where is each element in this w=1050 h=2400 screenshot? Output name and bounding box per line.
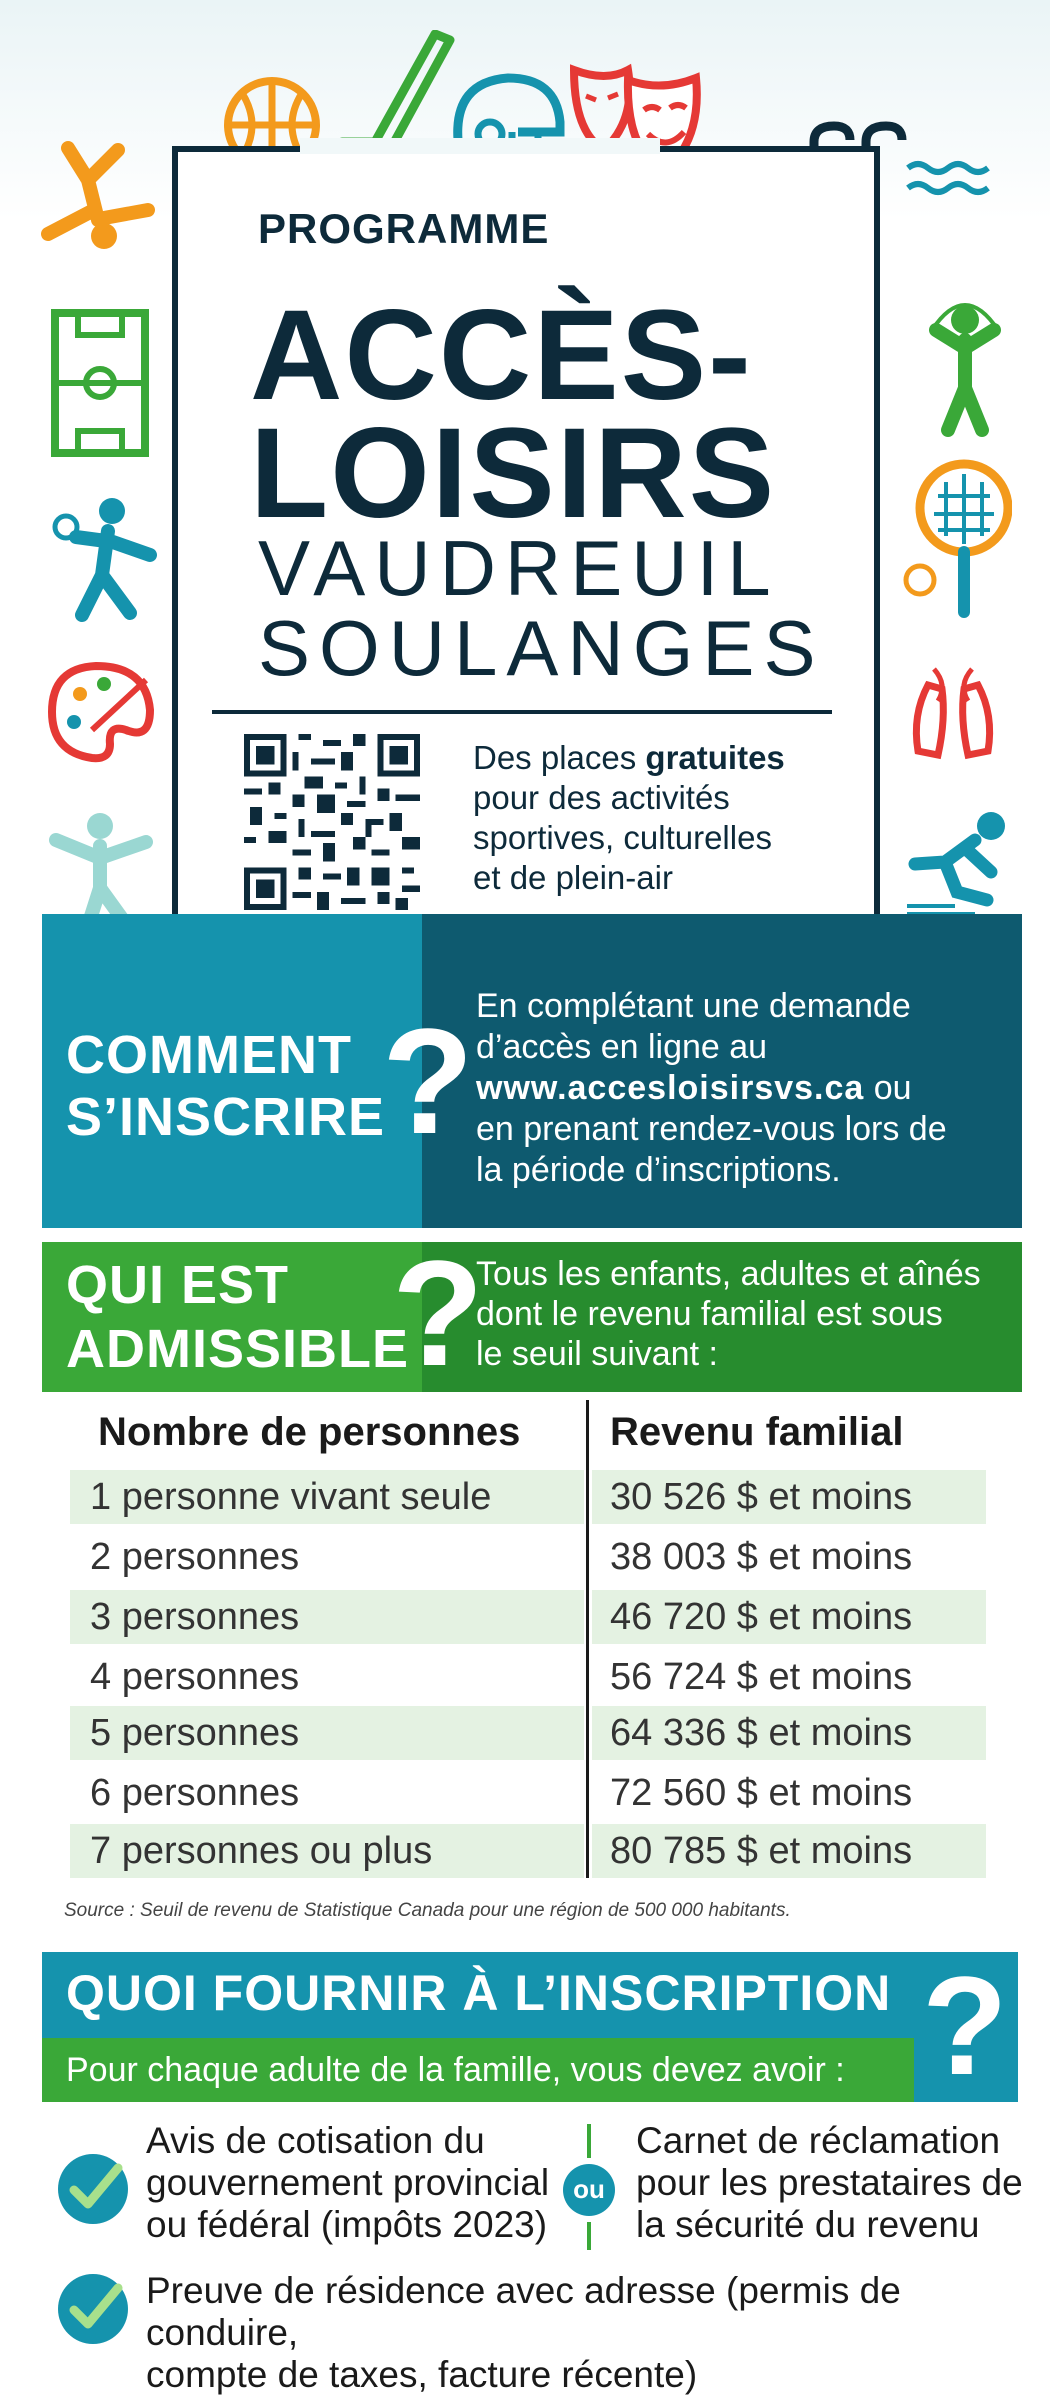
registration-text <box>476 986 1006 1191</box>
eligibility-heading-line1: QUI EST <box>66 1255 290 1315</box>
item1-line1: Avis de cotisation du <box>146 2120 485 2161</box>
item1-line2: gouvernement provincial <box>146 2162 550 2203</box>
soccer-field-icon <box>50 308 150 458</box>
table-source-note: Source : Seuil de revenu de Statistique Canada pour une région de 500 000 habitants. <box>64 1900 791 1921</box>
document-item-proof-of-residence <box>146 2270 1026 2396</box>
frame-gap <box>300 138 660 154</box>
jump-rope-person-icon <box>918 290 1013 440</box>
persons-cell: 5 personnes <box>70 1706 584 1760</box>
persons-cell: 3 personnes <box>70 1590 584 1644</box>
registration-line4: en prenant rendez-vous lors de <box>476 1110 947 1148</box>
paint-palette-icon <box>46 660 156 765</box>
qr-code-icon[interactable] <box>244 734 420 910</box>
documents-band <box>42 1947 1018 2104</box>
programme-label: PROGRAMME <box>258 205 550 252</box>
eligibility-line3: le seuil suivant : <box>476 1335 718 1373</box>
tennis-racket-icon <box>902 452 1012 627</box>
income-cell: 64 336 $ et moins <box>592 1706 986 1760</box>
eligibility-line1: Tous les enfants, adultes et aînés <box>476 1255 981 1293</box>
eligibility-band <box>42 1229 1022 1397</box>
table-row <box>70 1824 986 1878</box>
documents-subheading-panel <box>42 2038 914 2102</box>
income-cell: 72 560 $ et moins <box>610 1772 913 1814</box>
income-cell: 80 785 $ et moins <box>592 1824 986 1878</box>
persons-cell: 2 personnes <box>90 1536 300 1578</box>
or-badge: ou <box>563 2164 615 2216</box>
persons-cell: 4 personnes <box>90 1656 300 1698</box>
persons-cell: 1 personne vivant seule <box>70 1470 584 1524</box>
cartwheel-person-icon <box>38 140 158 280</box>
intro-line3: sportives, culturelles <box>473 819 772 856</box>
registration-url[interactable]: www.accesloisirsvs.ca <box>476 1069 865 1107</box>
registration-line5: la période d’inscriptions. <box>476 1151 841 1189</box>
documents-heading: QUOI FOURNIR À L’INSCRIPTION <box>66 1965 892 2021</box>
eligibility-text <box>476 1254 1016 1374</box>
item2-line3: la sécurité du revenu <box>636 2204 980 2245</box>
table-row <box>70 1470 986 1524</box>
item1-line3: ou fédéral (impôts 2023) <box>146 2204 548 2245</box>
table-header-income: Revenu familial <box>610 1410 904 1454</box>
title-line-2: LOISIRS <box>250 402 777 545</box>
table-row <box>70 1706 986 1760</box>
persons-cell: 6 personnes <box>90 1772 300 1814</box>
income-cell: 38 003 $ et moins <box>610 1536 913 1578</box>
item3-line2: compte de taxes, facture récente) <box>146 2354 698 2395</box>
table-row <box>70 1766 986 1820</box>
checkmark-icon <box>58 2154 128 2224</box>
registration-line3-suffix: ou <box>864 1069 912 1107</box>
table-row <box>70 1530 986 1584</box>
hockey-player-icon <box>895 802 1015 920</box>
income-cell: 46 720 $ et moins <box>592 1590 986 1644</box>
checkmark-icon <box>58 2274 128 2344</box>
eligibility-line2: dont le revenu familial est sous <box>476 1295 943 1333</box>
item2-line2: pour les prestataires de <box>636 2162 1023 2203</box>
or-divider-top <box>587 2124 591 2158</box>
registration-line2: d’accès en ligne au <box>476 1028 768 1066</box>
documents-question-mark: ? <box>922 1947 1008 2104</box>
item2-line1: Carnet de réclamation <box>636 2120 1001 2161</box>
title-divider <box>212 710 832 714</box>
intro-line1-prefix: Des places <box>473 739 646 776</box>
registration-heading-line1: COMMENT <box>66 1025 352 1085</box>
documents-subheading: Pour chaque adulte de la famille, vous devez avoir : <box>66 2051 845 2089</box>
item3-line1: Preuve de résidence avec adresse (permis de conduire, <box>146 2270 901 2353</box>
table-row <box>70 1590 986 1644</box>
intro-line4: et de plein-air <box>473 859 673 896</box>
registration-line1: En complétant une demande <box>476 987 911 1025</box>
income-cell: 56 724 $ et moins <box>610 1656 913 1698</box>
intro-line1-bold: gratuites <box>645 739 785 776</box>
income-cell: 30 526 $ et moins <box>592 1470 986 1524</box>
volleyball-player-icon <box>52 495 162 625</box>
title-line-1: ACCÈS- <box>250 284 753 427</box>
table-header-persons: Nombre de personnes <box>98 1410 521 1454</box>
region-line-2: SOULANGES <box>258 604 825 692</box>
table-row <box>70 1650 986 1704</box>
eligibility-question-mark: ? <box>392 1229 484 1397</box>
eligibility-heading-line2: ADMISSIBLE <box>66 1319 410 1379</box>
region-line-1: VAUDREUIL <box>258 524 780 612</box>
registration-heading-line2: S’INSCRIRE <box>66 1087 386 1147</box>
intro-text <box>473 738 843 898</box>
persons-cell: 7 personnes ou plus <box>70 1824 584 1878</box>
or-divider-bottom <box>587 2222 591 2250</box>
ballet-shoes-icon <box>898 655 1008 765</box>
document-item-tax-notice <box>146 2120 566 2246</box>
registration-band <box>42 914 1022 1228</box>
intro-line2: pour des activités <box>473 779 730 816</box>
document-item-claim-booklet <box>636 2120 1026 2246</box>
registration-question-mark: ? <box>382 997 474 1165</box>
